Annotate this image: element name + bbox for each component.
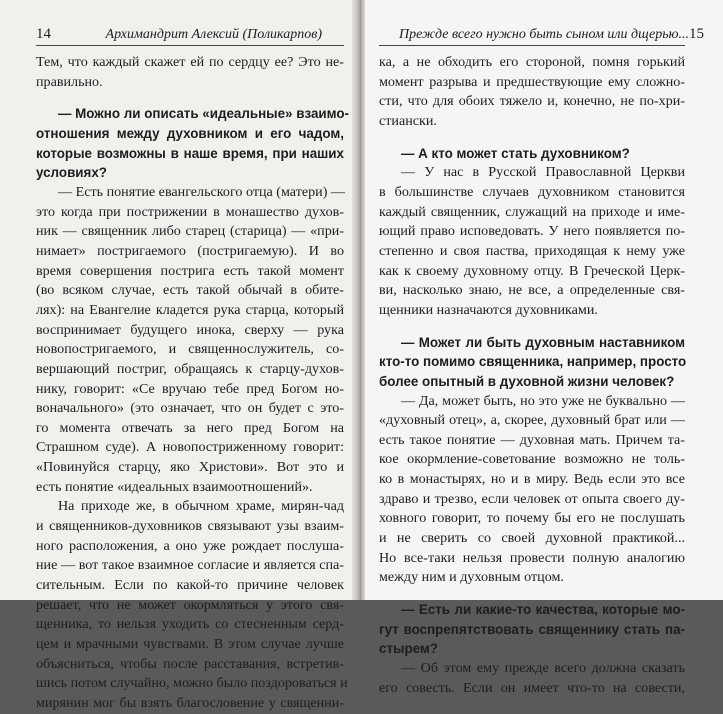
text-line: его совесть. Если он имеет что-то на совести, — [379, 679, 685, 696]
text-line: лях): на Евангелие кладется рука старца, который — [36, 301, 344, 318]
text-line: решает, что не может окормляться у этого свя- — [36, 596, 344, 613]
question-line: гут воспрепятствовать священнику стать па- — [379, 621, 685, 637]
text-line: и не сверить со своей духовной практикой... — [379, 530, 685, 547]
text-line: На приходе же, в обычном храме, мирян-чад — [58, 498, 344, 515]
text-line: — Об этом ему прежде всего должна сказать — [401, 660, 685, 677]
text-line: новопостригаемого, и священнослужитель, со- — [36, 341, 344, 358]
text-line: Тем, что каждый скажет ей по сердцу ее? Это не- — [36, 54, 344, 70]
left-running-head: Архимандрит Алексий (Поликарпов) — [105, 27, 322, 42]
left-page-number: 14 — [36, 26, 51, 42]
text-line: есть понятие «идеальных взаимоотношений». — [36, 478, 313, 495]
question-line: которые возможны в наше время, при наших — [36, 145, 344, 161]
question-line: отношения между духовником и его чадом, — [36, 125, 344, 141]
question-line: стырем? — [379, 641, 438, 657]
question-line: — Есть ли какие-то качества, которые мо- — [401, 602, 685, 618]
text-line: кое окормление-советование возможно не толь- — [379, 451, 685, 468]
text-line: ка, а не обходить его стороной, помня горький — [379, 54, 685, 70]
text-line: — Есть понятие евангельского отца (матери) — — [58, 183, 346, 200]
text-line: момент разрыва и предшествующие ему сложно- — [379, 73, 685, 90]
text-line: ховного говорит, то почему бы его не послушать — [379, 510, 685, 527]
text-line: сительным. Если по какой-то причине человек — [36, 577, 344, 594]
text-line: мирянин мог бы взять благословение у священни- — [36, 695, 344, 711]
question-line: условиях? — [36, 165, 107, 181]
left-page — [0, 0, 358, 711]
text-line: каждый священник, служащий на приходе и име- — [379, 203, 685, 220]
text-line: го момента отвечать за него пред Богом на — [36, 419, 344, 436]
text-line: «Повинуйся старцу, яко Христови». Вот это и — [36, 459, 344, 476]
text-line: ник — священник либо старец (старица) — «при- — [36, 223, 344, 240]
question-line: кто-то помимо священника, например, просто — [379, 354, 687, 370]
text-line: это когда при пострижении в монашество духов- — [36, 203, 344, 220]
text-line: правильно. — [36, 73, 103, 90]
left-page-header — [36, 26, 344, 46]
text-line: ющий право исповедовать. У него появляется по- — [379, 223, 685, 240]
right-running-head: Прежде всего нужно быть сыном или дщерью... — [399, 27, 689, 42]
paragraph-gap — [379, 132, 685, 144]
right-page — [365, 0, 723, 696]
text-line: щенники назначаются духовниками. — [379, 301, 598, 318]
question-line: — Может ли быть духовным наставником — [401, 334, 685, 350]
text-line: — У нас в Русской Православной Церкви — [401, 164, 685, 181]
text-line: между ним и духовным отцом. — [379, 569, 564, 586]
paragraph-gap — [379, 588, 685, 600]
text-line: и священников-духовников связывают узы взаим- — [36, 518, 344, 535]
question-line: — А кто может стать духовником? — [401, 145, 630, 161]
paragraph-gap — [36, 92, 344, 104]
question-line: более опытный в духовной жизни человек? — [379, 373, 675, 389]
text-line: «духовный отец», а, скорее, духовный брат или — — [379, 412, 685, 429]
text-line: нимает» постригаемого (постригаемую). И во — [36, 242, 344, 259]
question-line: — Можно ли описать «идеальные» взаимо- — [58, 106, 349, 122]
text-line: воспринимает будущего инока, сверху — рука — [36, 321, 344, 338]
text-line: — Да, может быть, но это уже не буквально — — [401, 392, 685, 409]
text-line: время совершения пострига есть такой момент — [36, 262, 344, 279]
left-page-body — [36, 53, 349, 714]
right-page-header — [379, 26, 704, 46]
text-line: степенно и своя паства, приходящая к нему уже — [379, 242, 685, 259]
text-line: Но все-таки нельзя провести полную аналогию — [379, 549, 685, 566]
text-line: вершающий постриг, обращаясь к старцу-духов- — [36, 360, 344, 377]
text-line: Страшном суде). А новопостриженному говорит: — [36, 439, 344, 456]
text-line: нику, говорит: «Се вручаю тебе пред Богом но- — [36, 380, 344, 397]
text-line: ко в монастырях, но и в миру. Ведь если это все — [379, 471, 685, 488]
paragraph-gap — [379, 321, 685, 333]
text-line: шись потом случайно, можно было поздороваться и — [36, 675, 348, 692]
text-line: цем и мрачными чувствами. В этом случае лучше — [36, 636, 344, 653]
text-line: здраво и трезво, если человек от опыта своего ду- — [379, 490, 685, 507]
text-line: объясниться, чтобы после расставания, встретив- — [36, 655, 344, 672]
text-line: есть такое понятие — духовная мать. Причем та- — [379, 431, 685, 448]
text-line: сти, что для обоих тяжело и, конечно, не по-хри- — [379, 93, 685, 110]
text-line: щенника, то нельзя уходить со стесненным серд- — [36, 616, 344, 633]
right-page-body — [379, 53, 685, 698]
text-line: стиански. — [379, 112, 437, 129]
text-line: ного расположения, а оно уже рождает послуша- — [36, 537, 344, 554]
text-line: как к своему духовному отцу. В Греческой Церк- — [379, 262, 685, 279]
text-line: ние — вот такое взаимное согласие и является спа- — [36, 557, 344, 574]
text-line: воначального» (это означает, что он будет с это- — [36, 400, 344, 417]
text-line: (во всяком случае, есть такой обычай в обите- — [36, 282, 344, 299]
text-line: в большинстве случаев духовником становится — [379, 183, 685, 200]
right-page-number: 15 — [688, 26, 704, 42]
text-line: ви, насколько знаю, не все, а определенные свя- — [379, 282, 685, 299]
